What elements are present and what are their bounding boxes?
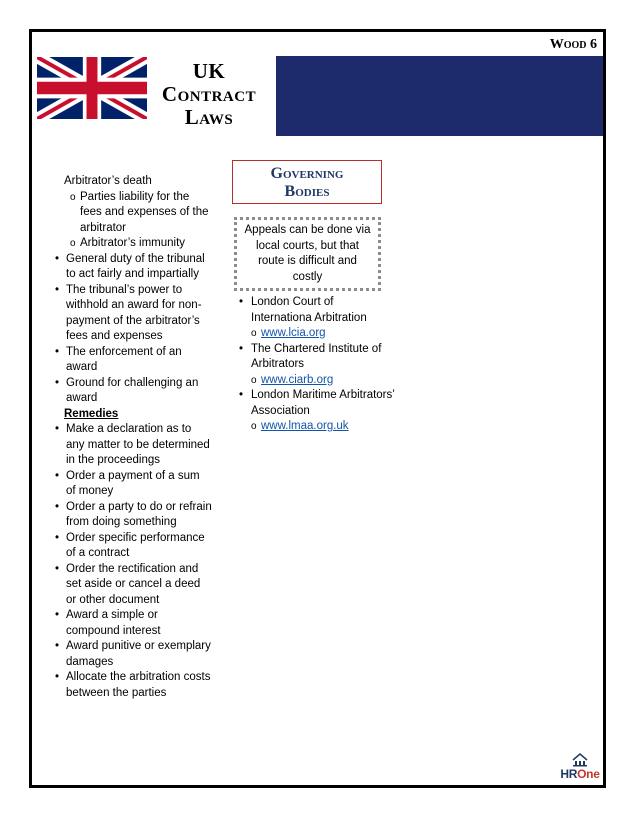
heading-line: Bodies	[284, 183, 330, 200]
remedy-item: • Make a declaration as to any matter to be determined in the proceedings	[52, 422, 212, 469]
sub-list-item: o Arbitrator’s immunity	[52, 236, 212, 252]
title-line: UK	[192, 59, 226, 83]
link-row	[236, 419, 396, 435]
link-row	[236, 373, 396, 389]
logo-text-part: HR	[560, 767, 578, 781]
governing-bodies-list	[236, 295, 396, 435]
logo-text	[559, 767, 601, 781]
body-item: • London Maritime Arbitrators’ Association	[236, 388, 396, 419]
left-column	[52, 174, 212, 701]
body-item: • The Chartered Institute of Arbitrators	[236, 342, 396, 373]
lmaa-link[interactable]: www.lmaa.org.uk	[261, 420, 349, 432]
bullet-item: • Ground for challenging an award	[52, 376, 212, 407]
lcia-link[interactable]: www.lcia.org	[261, 327, 326, 339]
body-item: • London Court of Internationa Arbitration	[236, 295, 396, 326]
ciarb-link[interactable]: www.ciarb.org	[261, 373, 334, 386]
page-label: Wood 6	[549, 37, 597, 52]
title-line: Laws	[184, 105, 234, 129]
title-line: Contract	[161, 82, 257, 106]
hrone-logo	[559, 751, 601, 781]
heading-line: Governing	[270, 165, 344, 182]
remedy-item: • Order a payment of a sum of money	[52, 469, 212, 500]
remedy-item: • Award a simple or compound interest	[52, 608, 212, 639]
governing-bodies-heading	[232, 160, 382, 204]
page-frame	[29, 29, 606, 788]
logo-emblem-icon	[559, 751, 601, 767]
bullet-item: • General duty of the tribunal to act fairly and impartially	[52, 252, 212, 283]
remedy-item: • Allocate the arbitration costs between the parties	[52, 670, 212, 701]
appeal-note: Appeals can be done via local courts, but that route is difficult and costly	[234, 217, 381, 291]
remedy-item: • Order specific performance of a contract	[52, 531, 212, 562]
sub-list-item: o Parties liability for the fees and expenses of the arbitrator	[52, 190, 212, 237]
remedy-item: • Order a party to do or refrain from doing something	[52, 500, 212, 531]
uk-flag-icon	[37, 57, 147, 119]
link-row	[236, 326, 396, 342]
bullet-item: • The tribunal’s power to withhold an award for non-payment of the arbitrator’s fees and expenses	[52, 283, 212, 345]
page-title	[148, 60, 270, 129]
header-banner	[276, 56, 603, 136]
logo-text-part: One	[577, 767, 600, 781]
remedy-item: • Order the rectification and set aside or cancel a deed or other document	[52, 562, 212, 609]
remedies-heading: Remedies	[64, 407, 119, 420]
list-item: Arbitrator’s death	[64, 175, 152, 187]
remedy-item: • Award punitive or exemplary damages	[52, 639, 212, 670]
bullet-item: • The enforcement of an award	[52, 345, 212, 376]
